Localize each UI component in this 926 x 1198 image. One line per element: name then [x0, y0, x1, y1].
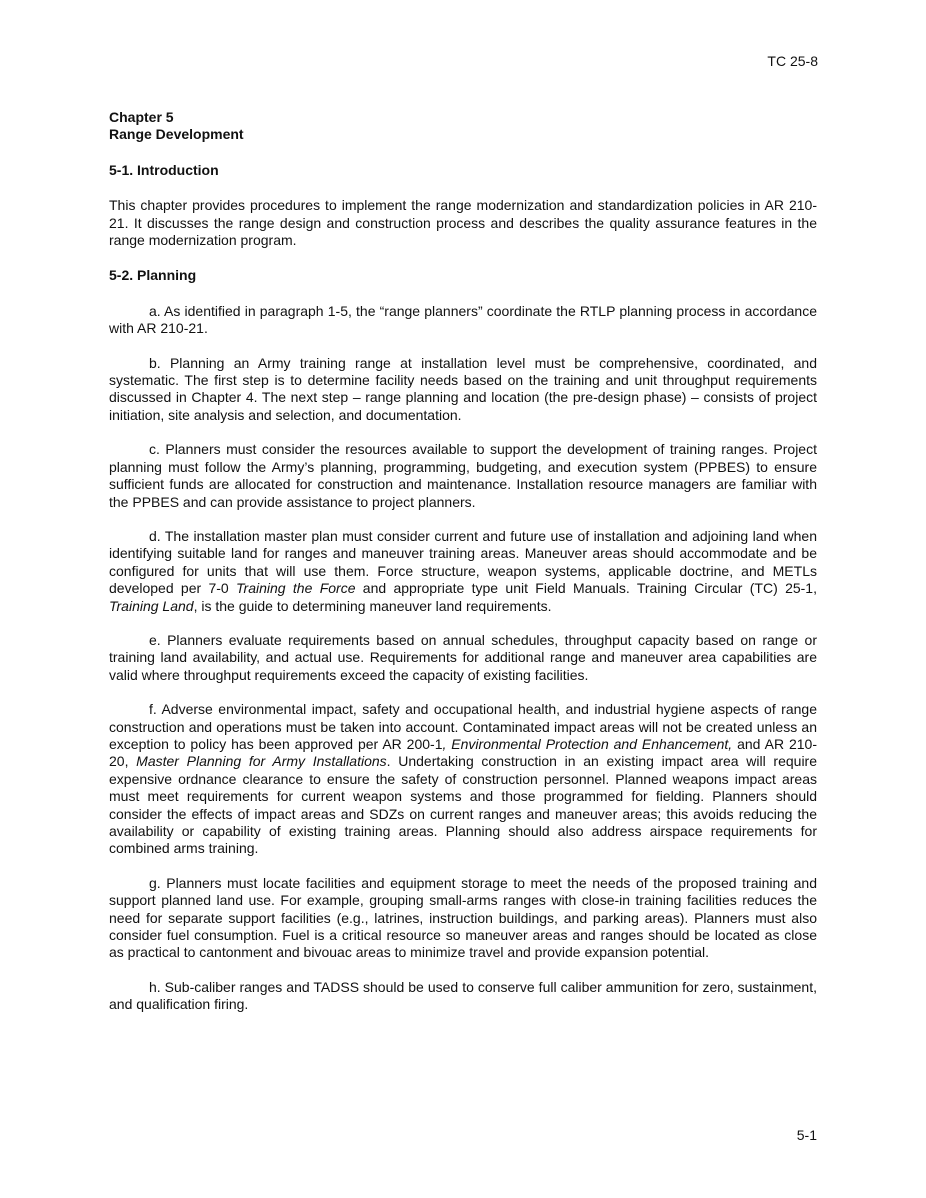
paragraph-d	[109, 528, 817, 615]
paragraph-d-title-training-land: Training Land	[109, 597, 194, 614]
section-heading-introduction: 5-1. Introduction	[109, 161, 219, 178]
document-id: TC 25-8	[767, 53, 818, 69]
paragraph-d-text-2: and appropriate type unit Field Manuals. Training Circular (TC) 25-1,	[355, 580, 817, 597]
paragraph-a: a. As identified in paragraph 1-5, the “range planners” coordinate the RTLP planning process in accordance with AR 210-21.	[109, 302, 817, 337]
paragraph-f-text-2: and AR 210-20,	[109, 735, 817, 770]
paragraph-d-text-1: d. The installation master plan must consider current and future use of installation and adjoining land when identifying suitable land for ranges and maneuver training areas. Maneuver areas should accommodate and be configured for units that will use them. Force structure, weapon systems, applicable doctrine, and METLs developed per 7-0	[109, 527, 817, 597]
chapter-title: Range Development	[109, 126, 244, 143]
paragraph-b: b. Planning an Army training range at installation level must be comprehensive, coordinated, and systematic. The first step is to determine facility needs based on the training and unit throughput requirements discussed in Chapter 4. The next step – range planning and location (the pre-design phase) – consists of project initiation, site analysis and selection, and documentation.	[109, 354, 817, 423]
paragraph-e: e. Planners evaluate requirements based on annual schedules, throughput capacity based on range or training land availability, and actual use. Requirements for additional range and maneuver area capabilities are valid where throughput requirements exceed the capacity of existing facilities.	[109, 631, 817, 683]
paragraph-d-text-3: , is the guide to determining maneuver land requirements.	[193, 597, 552, 614]
paragraph-d-title-training-the-force: Training the Force	[236, 580, 356, 597]
paragraph-g: g. Planners must locate facilities and equipment storage to meet the needs of the proposed training and support planned land use. For example, grouping small-arms ranges with close-in training facilities reduces the need for separate support facilities (e.g., latrines, instruction buildings, and parking areas). Planners must also consider fuel consumption. Fuel is a critical resource so maneuver areas and ranges should be located as close as practical to cantonment and bivouac areas to minimize travel and provide expansion potential.	[109, 874, 817, 961]
chapter-number: Chapter 5	[109, 109, 174, 125]
section-heading-planning: 5-2. Planning	[109, 267, 197, 284]
paragraph-f-title-environmental: , Environmental Protection and Enhancement,	[442, 735, 733, 752]
paragraph-h: h. Sub-caliber ranges and TADSS should be used to conserve full caliber ammunition for zero, sustainment, and qualification firing.	[109, 978, 817, 1013]
page-content	[109, 109, 817, 1014]
paragraph-f	[109, 701, 817, 858]
paragraph-f-text-1: f. Adverse environmental impact, safety and occupational health, and industrial hygiene aspects of range construction and operations must be taken into account. Contaminated impact areas will not be created unless an exception to policy has been approved per AR 200-1	[109, 701, 817, 752]
page-number: 5-1	[796, 1127, 817, 1143]
paragraph-c: c. Planners must consider the resources available to support the development of training ranges. Project planning must follow the Army’s planning, programming, budgeting, and execution system (PPBES) to ensure sufficient funds are allocated for construction and maintenance. Installation resource managers are familiar with the PPBES and can provide assistance to project planners.	[109, 441, 817, 510]
paragraph-introduction: This chapter provides procedures to implement the range modernization and standardization policies in AR 210-21. It discusses the range design and construction process and describes the quality assurance features in the range modernization program.	[109, 197, 817, 249]
paragraph-f-text-3: . Undertaking construction in an existing impact area will require expensive ordnance clearance to ensure the safety of construction personnel. Planned weapons impact areas must meet requirements for current weapon systems and those programmed for fielding. Planners should consider the effects of impact areas and SDZs on current ranges and maneuver areas; this avoids reducing the availability or capability of existing training areas. Planning should also address airspace requirements for combined arms training.	[109, 753, 817, 857]
paragraph-f-title-master-planning: Master Planning for Army Installations	[136, 753, 387, 770]
